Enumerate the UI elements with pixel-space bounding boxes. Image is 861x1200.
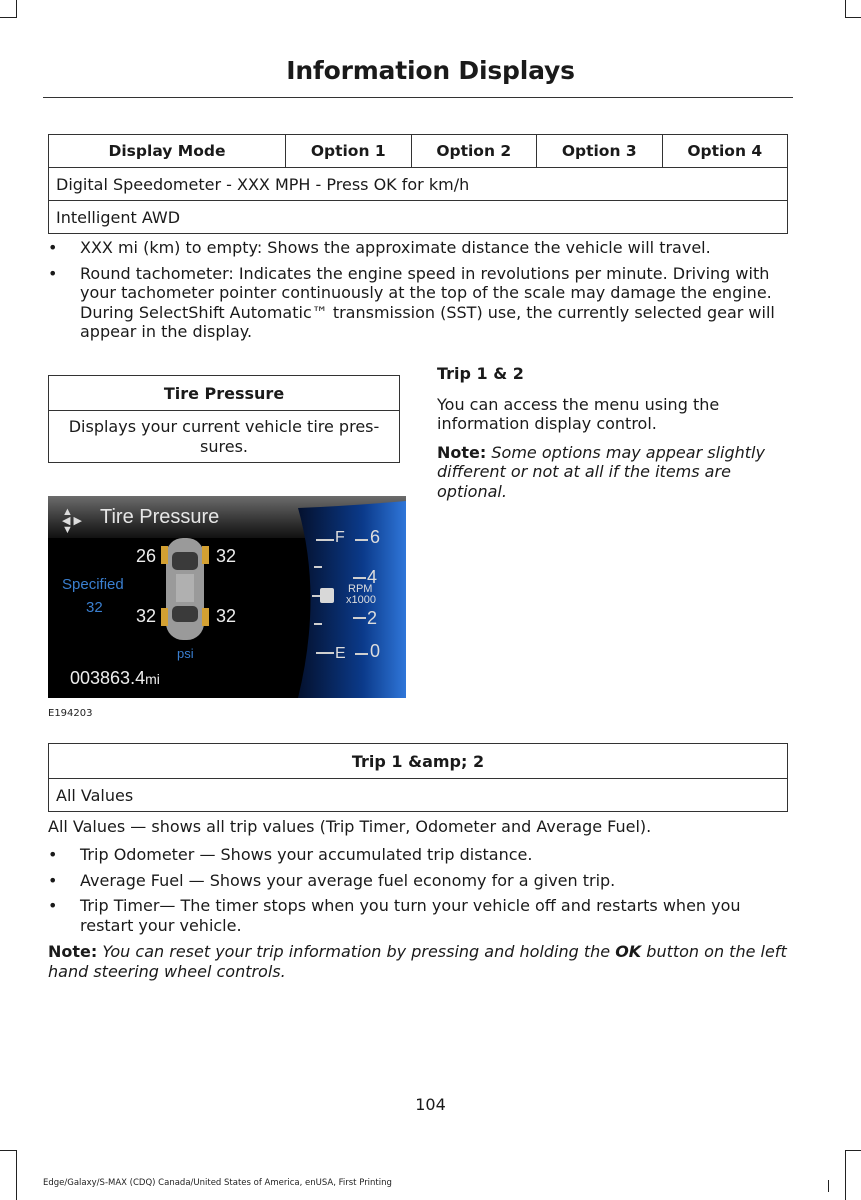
car-top-view-icon — [161, 538, 209, 640]
page-number: 104 — [415, 1095, 446, 1114]
title-rule — [43, 97, 793, 98]
bullet-icon: • — [48, 263, 58, 283]
note-text: You can reset your trip information by pressing and holding the — [102, 942, 611, 961]
table-header-row — [49, 744, 788, 779]
rpm-0-label: 0 — [370, 641, 381, 661]
bullet-icon: • — [48, 896, 58, 915]
note-label: Note: — [48, 942, 98, 961]
crop-mark — [0, 1150, 17, 1151]
right-column — [437, 364, 792, 510]
note — [437, 443, 792, 502]
tire-pressure-cluster-image — [48, 496, 406, 698]
table-row — [49, 201, 788, 234]
page-title: Information Displays — [286, 56, 575, 85]
table-header-cell: Trip 1 &amp; 2 — [49, 744, 788, 779]
note-label: Note: — [437, 442, 487, 462]
list-item-text: Average Fuel — Shows your average fuel economy for a given trip. — [80, 870, 616, 890]
list-item — [48, 845, 790, 865]
list-item-text: XXX mi (km) to empty: Shows the approximate distance the vehicle will travel. — [80, 238, 711, 257]
bottom-note — [48, 942, 793, 981]
section-heading: Trip 1 & 2 — [437, 364, 524, 383]
odometer-readout — [70, 668, 160, 689]
rpm-2-label: 2 — [367, 608, 378, 628]
list-item — [48, 238, 790, 258]
specified-label: Specified — [62, 576, 124, 593]
table-header-row — [49, 135, 788, 168]
tire-rear-left-value: 32 — [136, 606, 157, 626]
pressure-unit: psi — [177, 646, 194, 661]
list-item-text: Round tachometer: Indicates the engine speed in revolutions per minute. Driving with your tachometer pointer continuously at the top of the scale may damage the engine. During SelectShift Automatic™ transmission (SST) use, the currently selected gear will appear in the display. — [80, 263, 775, 341]
tire-pressure-table — [48, 375, 400, 463]
table-row — [49, 168, 788, 201]
trip-table — [48, 743, 788, 812]
table-header-cell: Option 2 — [411, 135, 537, 168]
bullet-icon: • — [48, 238, 58, 257]
page-footer: Edge/Galaxy/S-MAX (CDQ) Canada/United States of America, enUSA, First Printing — [43, 1178, 392, 1188]
list-item — [48, 896, 790, 935]
table-row — [49, 779, 788, 812]
tire-front-left-value: 26 — [136, 546, 157, 566]
image-caption: E194203 — [48, 708, 93, 719]
table-header-cell: Option 1 — [286, 135, 412, 168]
bullet-list-top — [48, 238, 790, 348]
fuel-empty-label: E — [335, 645, 346, 662]
odometer-value: 003863.4 — [70, 668, 146, 688]
crop-mark — [16, 1150, 17, 1200]
crop-mark — [845, 1150, 846, 1200]
rpm-4-label: 4 — [367, 567, 378, 587]
table-header-cell: Tire Pressure — [49, 376, 400, 411]
list-item — [48, 264, 790, 342]
table-header-cell: Display Mode — [49, 135, 286, 168]
tire-rear-right-value: 32 — [216, 606, 237, 626]
ok-button-label: OK — [615, 942, 642, 961]
table-header-cell: Option 3 — [537, 135, 663, 168]
odometer-unit: mi — [145, 671, 160, 687]
table-cell: All Values — [49, 779, 788, 812]
table-cell: Intelligent AWD — [49, 201, 788, 234]
fuel-pump-icon — [320, 588, 334, 603]
rpm-6-label: 6 — [370, 527, 381, 547]
crop-mark — [0, 17, 17, 18]
paragraph: You can access the menu using the information display control. — [437, 394, 720, 433]
navigation-arrows-icon: ▲ ◀ ▶ ▼ — [62, 506, 82, 536]
table-cell: Displays your current vehicle tire pres-sures. — [49, 411, 400, 463]
table-header-cell: Option 4 — [662, 135, 788, 168]
table-header-row — [49, 376, 400, 411]
tire-front-right-value: 32 — [216, 546, 237, 566]
cluster-title: Tire Pressure — [100, 506, 220, 528]
table-cell: Digital Speedometer - XXX MPH - Press OK for km/h — [49, 168, 788, 201]
fuel-full-label: F — [335, 529, 345, 546]
list-item — [48, 871, 790, 891]
bullet-list-bottom — [48, 845, 790, 941]
list-item-text: Trip Timer— The timer stops when you turn your vehicle off and restarts when you restart your vehicle. — [80, 896, 741, 935]
specified-value: 32 — [86, 599, 103, 616]
bullet-icon: • — [48, 845, 58, 864]
list-item-text: Trip Odometer — Shows your accumulated trip distance. — [80, 845, 533, 864]
bullet-icon: • — [48, 870, 58, 890]
crop-mark — [845, 17, 861, 18]
rpm-label: RPM — [348, 583, 373, 595]
table-row — [49, 411, 400, 463]
note-text: button on the left hand steering wheel controls. — [48, 942, 787, 981]
rpm-multiplier: x1000 — [346, 594, 376, 606]
crop-mark — [845, 1150, 861, 1151]
crop-mark — [16, 0, 17, 18]
note-text: Some options may appear slightly different or not at all if the items are optional. — [437, 442, 765, 501]
crop-mark — [845, 0, 846, 18]
crop-mark — [828, 1180, 829, 1192]
all-values-paragraph: All Values — shows all trip values (Trip Timer, Odometer and Average Fuel). — [48, 817, 652, 836]
display-mode-table — [48, 134, 788, 234]
